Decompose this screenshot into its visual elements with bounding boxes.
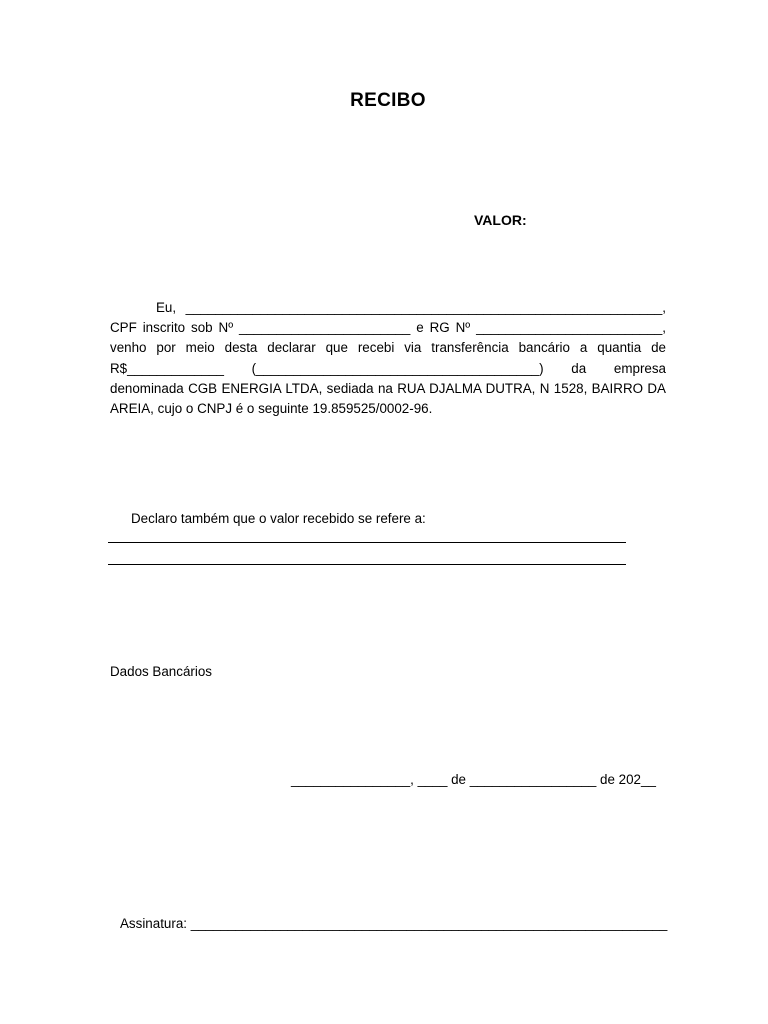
valor-label: VALOR:: [474, 212, 527, 228]
reference-blank-line-1: [108, 542, 626, 543]
date-line: ________________, ____ de _________________ de 202__: [291, 772, 656, 787]
bank-details-label: Dados Bancários: [110, 664, 212, 679]
declaration-text: Eu, ________________________________________________________________, CPF inscrito sob Nº _______________________ e RG Nº _________________________, venho por meio desta declarar que recebi via transferência bancário a quantia de R$_____________ (______________________________________) da empresa denominada CGB ENERGIA LTDA, sediada na RUA DJALMA DUTRA, N 1528, BAIRRO DA AREIA, cujo o CNPJ é o seguinte 19.859525/0002-96.: [110, 300, 666, 417]
reference-statement: Declaro também que o valor recebido se refere a:: [131, 511, 426, 526]
reference-blank-line-2: [108, 564, 626, 565]
declaration-paragraph: [110, 298, 666, 419]
signature-line: Assinatura: ________________________________________________________________: [120, 916, 668, 931]
document-title: RECIBO: [350, 90, 426, 111]
